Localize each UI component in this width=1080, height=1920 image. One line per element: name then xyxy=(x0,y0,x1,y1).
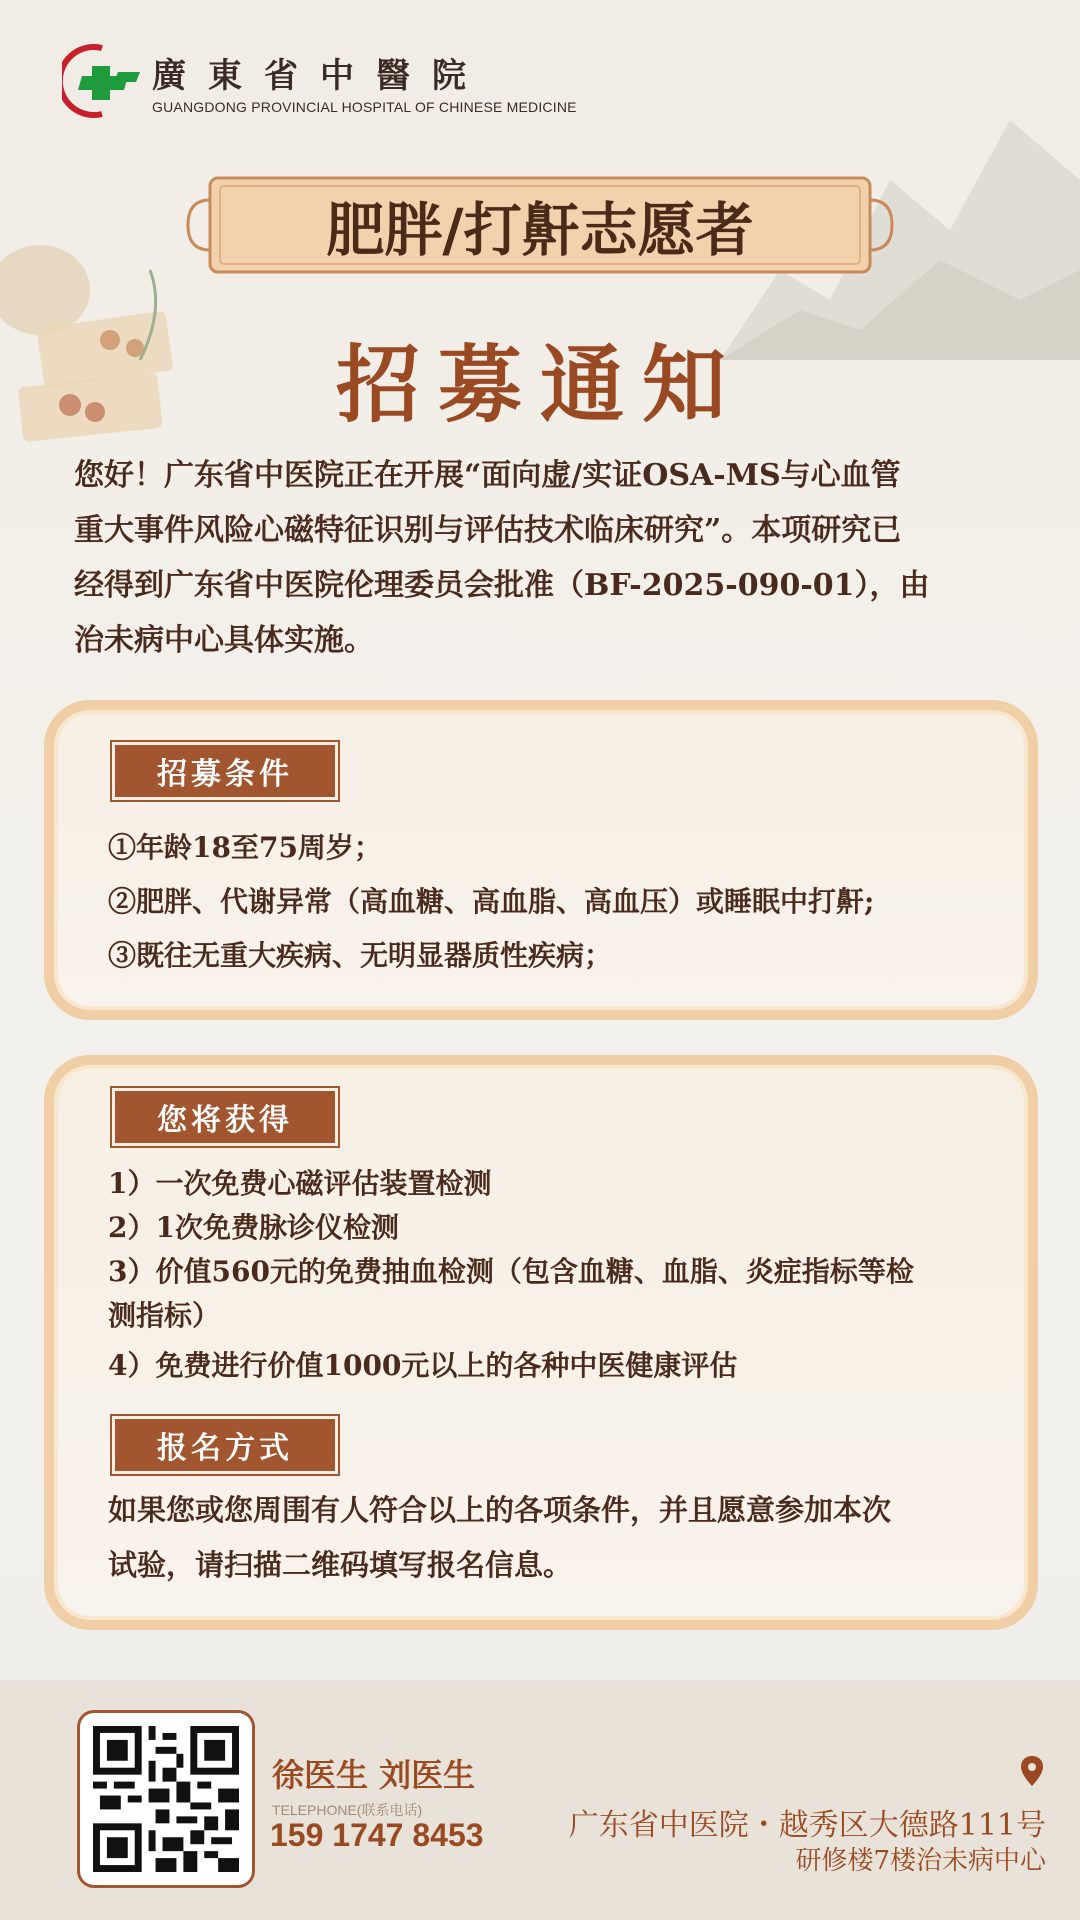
benefits-heading: 您将获得 xyxy=(115,1091,335,1143)
intro-line: 经得到广东省中医院伦理委员会批准（BF-2025-090-01），由 xyxy=(74,568,930,603)
telephone-number[interactable]: 159 1747 8453 xyxy=(270,1817,484,1853)
benefit-item: 3）价值560元的免费抽血检测（包含血糖、血脂、炎症指标等检 xyxy=(108,1255,914,1288)
signup-qr-code[interactable] xyxy=(80,1713,252,1885)
benefit-item: 4）免费进行价值1000元以上的各种中医健康评估 xyxy=(108,1349,738,1382)
intro-line: 重大事件风险心磁特征识别与评估技术临床研究”。本项研究已 xyxy=(74,513,902,548)
benefit-item: 2）1次免费脉诊仪检测 xyxy=(108,1211,399,1244)
location-pin-icon xyxy=(1020,1755,1044,1787)
hospital-name-cn: 廣東省中醫院 xyxy=(152,55,488,96)
intro-line: 您好！广东省中医院正在开展“面向虚/实证OSA-MS与心血管 xyxy=(74,458,901,493)
benefit-item: 1）一次免费心磁评估装置检测 xyxy=(108,1167,492,1200)
requirement-item: ③既往无重大疾病、无明显器质性疾病； xyxy=(108,939,613,972)
main-title: 招募通知 xyxy=(335,335,744,434)
intro-paragraph xyxy=(74,448,1014,668)
intro-line: 治未病中心具体实施。 xyxy=(74,623,374,658)
requirements-heading: 招募条件 xyxy=(115,745,335,797)
signup-line: 试验，请扫描二维码填写报名信息。 xyxy=(108,1548,573,1582)
address-line-2: 研修楼7楼治未病中心 xyxy=(795,1846,1046,1876)
requirement-item: ②肥胖、代谢异常（高血糖、高血脂、高血压）或睡眠中打鼾; xyxy=(108,885,875,918)
hospital-name-en: GUANGDONG PROVINCIAL HOSPITAL OF CHINESE MEDICINE xyxy=(152,98,577,115)
address-line-1: 广东省中医院・越秀区大德路111号 xyxy=(568,1808,1046,1843)
benefit-item: 测指标） xyxy=(108,1299,221,1332)
banner-title: 肥胖/打鼾志愿者 xyxy=(326,196,754,264)
signup-heading: 报名方式 xyxy=(115,1419,335,1471)
qr-code-icon xyxy=(93,1726,239,1872)
telephone-label: TELEPHONE(联系电话) xyxy=(272,1802,423,1818)
contact-doctors: 徐医生 刘医生 xyxy=(272,1756,476,1794)
hospital-logo xyxy=(62,42,577,120)
requirement-item: ①年龄18至75周岁； xyxy=(108,831,382,864)
hospital-cross-logo-icon xyxy=(62,42,144,120)
signup-line: 如果您或您周围有人符合以上的各项条件，并且愿意参加本次 xyxy=(108,1493,892,1527)
